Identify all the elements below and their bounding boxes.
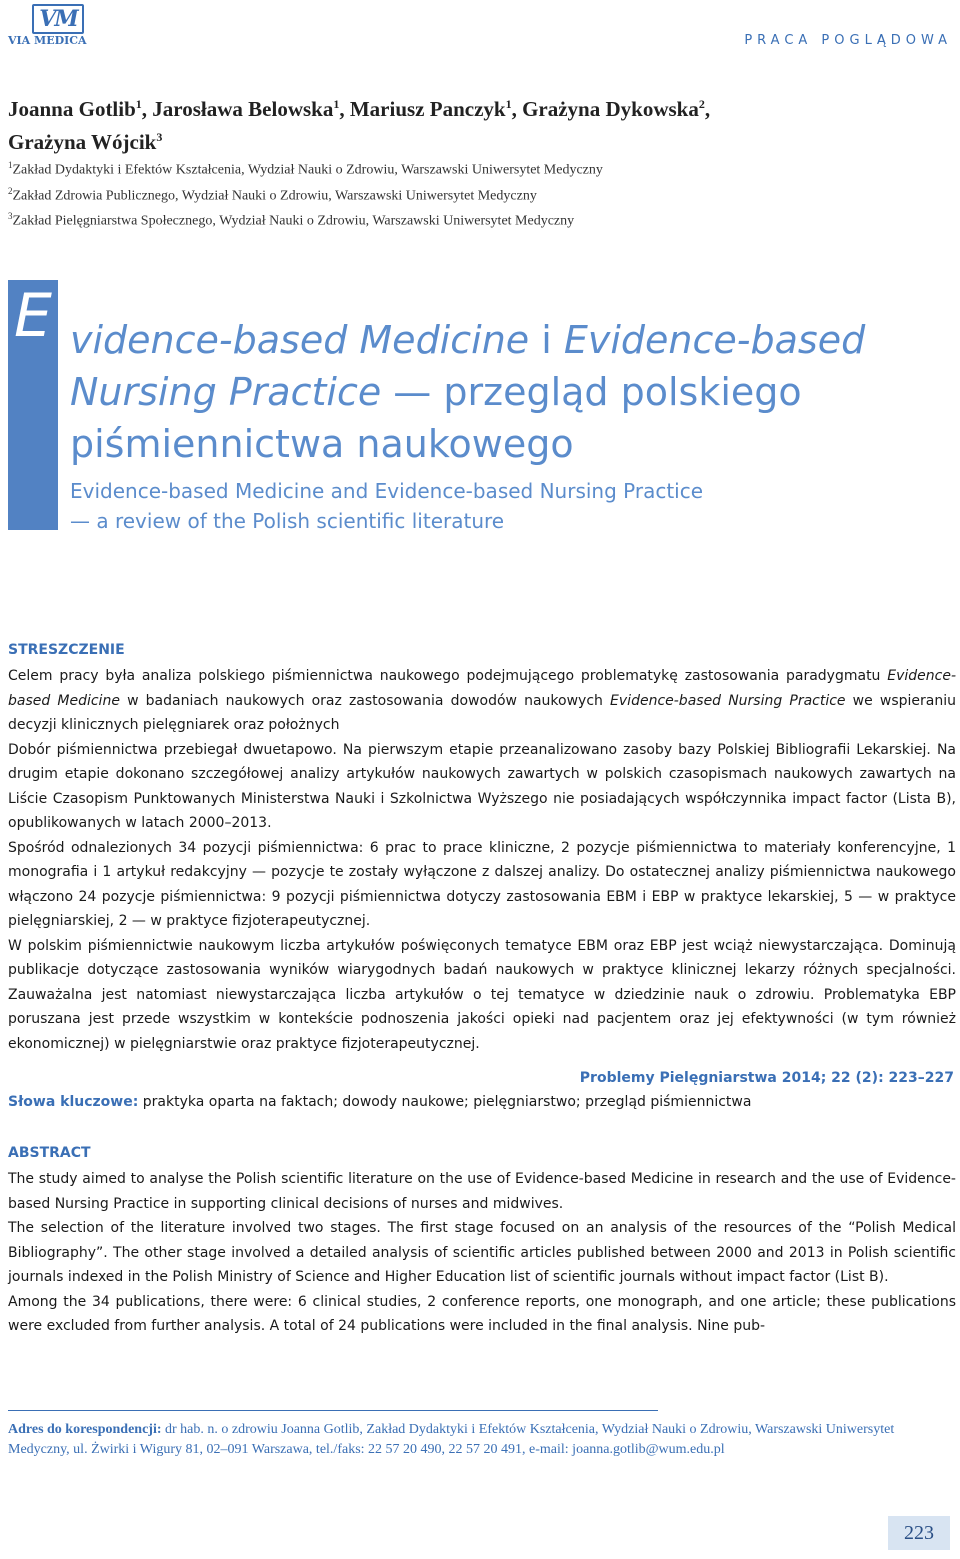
keywords-text: praktyka oparta na faktach; dowody naukowe; pielęgniarstwo; przegląd piśmiennictwa bbox=[138, 1094, 752, 1110]
text-run: Celem pracy była analiza polskiego piśmiennictwa naukowego podejmującego problematykę zastosowania paradygmatu bbox=[8, 668, 888, 684]
streszczenie-paragraph: Dobór piśmiennictwa przebiegał dwuetapowo. Na pierwszym etapie przeanalizowano zasoby bazy Polskiej Bibliografii Lekarskiej. Na drugim etapie dokonano szczegółowej analizy artykułów naukowych zawartych w polskich czasopismach naukowych zawartych na Liście Czasopism Punktowanych Ministerstwa Nauki i Szkolnictwa Wyższego nie posiadających współczynnika impact factor (Lista B), opublikowanych w latach 2000–2013. bbox=[8, 741, 956, 831]
text-run-italic: Evidence-based Medicine bbox=[8, 668, 956, 709]
page-number: 223 bbox=[888, 1516, 950, 1550]
logo-text: VIA MEDICA bbox=[8, 34, 87, 47]
author-name: Grażyna Wójcik bbox=[8, 130, 157, 154]
article-title bbox=[70, 314, 950, 470]
correspondence-footnote bbox=[8, 1420, 956, 1460]
english-title bbox=[70, 476, 703, 536]
publisher-logo bbox=[8, 4, 100, 48]
affiliation-text: Zakład Pielęgniarstwa Społecznego, Wydział Nauki o Zdrowiu, Warszawski Uniwersytet Medyczny bbox=[12, 213, 575, 229]
affiliation-text: Zakład Dydaktyki i Efektów Kształcenia, Wydział Nauki o Zdrowiu, Warszawski Uniwersytet Medyczny bbox=[12, 162, 603, 178]
author-affiliation: 1 bbox=[505, 97, 512, 111]
author-name: Joanna Gotlib bbox=[8, 97, 136, 121]
title-line-1 bbox=[70, 314, 950, 366]
text-run-italic: Evidence-based Nursing Practice bbox=[610, 692, 846, 709]
section-type: PRACA POGLĄDOWA bbox=[744, 33, 952, 48]
footnote-text: dr hab. n. o zdrowiu Joanna Gotlib, Zakład Dydaktyki i Efektów Kształcenia, Wydział Nauki o Zdrowiu, Warszawski Uniwersytet Medyczny, ul. Żwirki i Wigury 81, 02–091 Warszawa, tel./faks: 22 57 20 490, 22 57 20 491, e-mail: joanna.gotlib@wum.edu.pl bbox=[8, 1422, 895, 1457]
title-drop-cap: E bbox=[14, 281, 52, 351]
text-run: we wspieraniu decyzji klinicznych pielęgniarek oraz położnych bbox=[8, 692, 956, 733]
affiliation-item bbox=[8, 206, 603, 232]
abstract-heading: ABSTRACT bbox=[8, 1145, 91, 1161]
journal-citation: Problemy Pielęgniarstwa 2014; 22 (2): 223–227 bbox=[579, 1070, 954, 1086]
abstract-paragraph: The selection of the literature involved two stages. The first stage focused on an analysis of the resources of the “Polish Medical Bibliography”. The other stage involved a detailed analysis of scientific articles published between 2000 and 2013 in Polish scientific journals indexed in the Polish Ministry of Science and Higher Education list of scientific journals without impact factor (List B). bbox=[8, 1220, 956, 1285]
title-line-2a: Nursing Practice bbox=[70, 370, 382, 414]
title-line-2 bbox=[70, 366, 950, 418]
affiliations bbox=[8, 155, 603, 232]
footnote-divider bbox=[8, 1410, 658, 1411]
author-affiliation: 1 bbox=[333, 97, 340, 111]
streszczenie-paragraph: Spośród odnalezionych 34 pozycji piśmiennictwa: 6 prac to prace kliniczne, 2 pozycje piśmiennictwa to materiały konferencyjne, 1 monografia i 1 artykuł redakcyjny — pozycje te zostały wyłączone z dalszej analizy. Do ostatecznej analizy piśmiennictwa naukowego włączono 24 pozycje piśmiennictwa: 9 pozycji piśmiennictwa dotyczy zastosowania EBM i EBP w praktyce lekarskiej, 5 — w praktyce pielęgniarskiej, 2 — w praktyce fizjoterapeutycznej. bbox=[8, 839, 956, 929]
affiliation-item bbox=[8, 181, 603, 207]
affiliation-number: 2 bbox=[8, 185, 13, 196]
author-affiliation: 1 bbox=[135, 97, 142, 111]
abstract-paragraph: Among the 34 publications, there were: 6 clinical studies, 2 conference reports, one monograph, and one article; these publications were excluded from further analysis. A total of 24 publications were included in the final analysis. Nine pub- bbox=[8, 1293, 956, 1334]
author-name: Jarosława Belowska bbox=[152, 97, 334, 121]
title-accent-bar bbox=[8, 280, 58, 530]
title-line-1a: vidence-based Medicine bbox=[70, 318, 530, 362]
keywords-label: Słowa kluczowe: bbox=[8, 1094, 139, 1110]
author-name: Grażyna Dykowska bbox=[522, 97, 699, 121]
affiliation-item bbox=[8, 155, 603, 181]
affiliation-text: Zakład Zdrowia Publicznego, Wydział Nauki o Zdrowiu, Warszawski Uniwersytet Medyczny bbox=[12, 188, 537, 204]
streszczenie-paragraph bbox=[8, 664, 956, 738]
english-title-line-2: — a review of the Polish scientific literature bbox=[70, 509, 505, 533]
logo-mark-box bbox=[32, 4, 84, 34]
author-affiliation: 3 bbox=[156, 130, 163, 144]
authors: Joanna Gotlib$^1$, Jarosława Belowska$^1$, Mariusz Panczyk$^1$, Grażyna Dykowska$^2$, Grażyna Wójcik$^3$ bbox=[8, 97, 711, 154]
abstract-paragraph: The study aimed to analyse the Polish scientific literature on the use of Evidence-based Medicine in research and the use of Evidence-based Nursing Practice in supporting clinical decisions of nurses and midwives. bbox=[8, 1171, 956, 1212]
abstract-body bbox=[8, 1167, 956, 1339]
streszczenie-body bbox=[8, 664, 956, 1056]
text-run: w badaniach naukowych oraz zastosowania dowodów naukowych bbox=[119, 692, 611, 709]
title-line-1c: Evidence-based bbox=[563, 318, 866, 362]
english-title-line-1: Evidence-based Medicine and Evidence-based Nursing Practice bbox=[70, 479, 704, 503]
affiliation-number: 1 bbox=[8, 160, 13, 170]
streszczenie-heading: STRESZCZENIE bbox=[8, 642, 125, 658]
footnote-label: Adres do korespondencji: bbox=[8, 1422, 162, 1437]
author-affiliation: 2 bbox=[698, 97, 705, 111]
affiliation-number: 3 bbox=[8, 211, 13, 222]
title-line-2b: — przegląd polskiego bbox=[381, 370, 802, 414]
logo-mark: VM bbox=[39, 6, 77, 32]
keywords bbox=[8, 1094, 751, 1110]
author-name: Mariusz Panczyk bbox=[349, 97, 506, 121]
title-line-3: piśmiennictwa naukowego bbox=[70, 422, 574, 466]
title-line-1b: i bbox=[529, 318, 564, 362]
streszczenie-paragraph: W polskim piśmiennictwie naukowym liczba artykułów poświęconych tematyce EBM oraz EBP jest wciąż niewystarczająca. Dominują publikacje dotyczące zastosowania wyników wiarygodnych badań naukowych w praktyce klinicznej lekarzy różnych specjalności. Zauważalna jest natomiast niewystarczająca liczba artykułów o tej tematyce w dziedzinie nauk o zdrowiu. Problematyka EBP poruszana jest przede wszystkim w kontekście podnoszenia jakości opieki nad pacjentem oraz jej efektywności (w tym również ekonomicznej) w pielęgniarstwie oraz praktyce fizjoterapeutycznej. bbox=[8, 937, 956, 1052]
